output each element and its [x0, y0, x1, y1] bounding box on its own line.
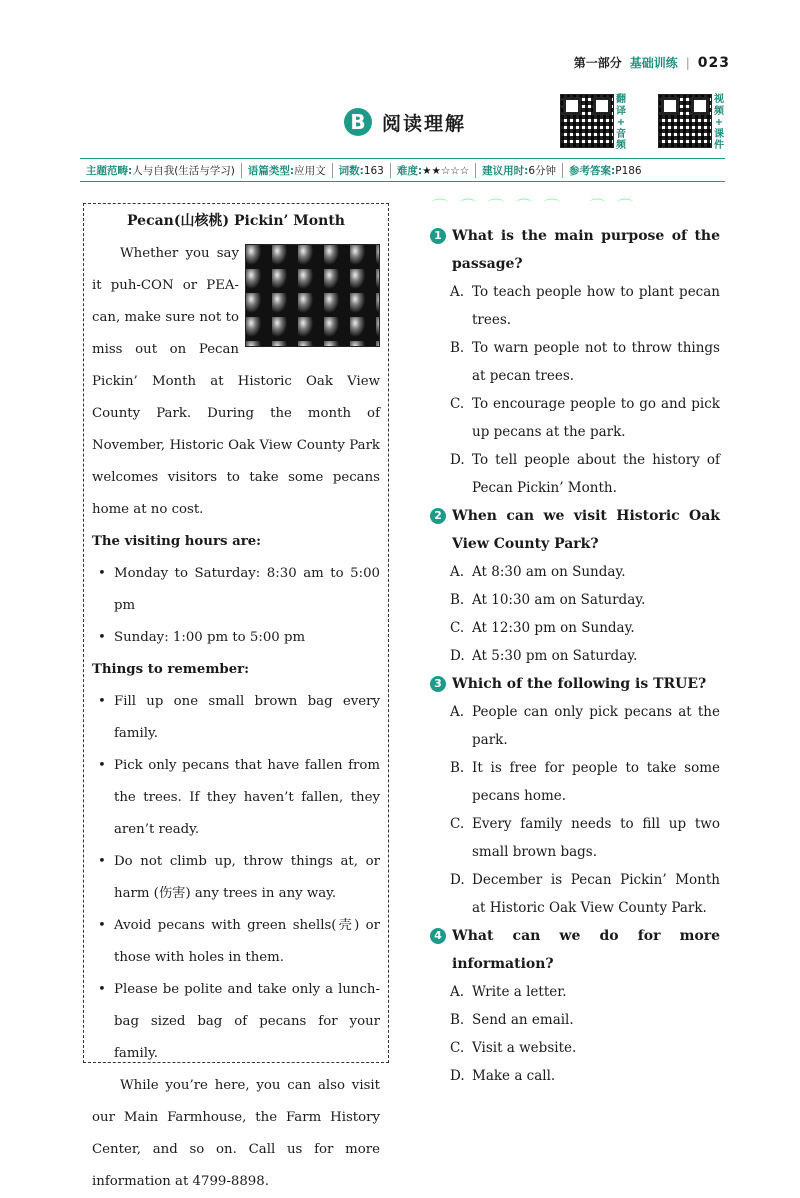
list-item: • Pick only pecans that have fallen from the trees. If they haven’t fallen, they aren’t ready. — [114, 750, 380, 846]
question-stem: What is the main purpose of the passage? — [452, 228, 720, 272]
info-theme: 主题范畴:人与自我(生活与学习) — [80, 163, 242, 178]
question-number: 1 — [430, 228, 446, 244]
question-number: 2 — [430, 508, 446, 524]
option-b[interactable]: B. Send an email. — [450, 1012, 574, 1028]
option-a[interactable]: A. To teach people how to plant pecan trees. — [450, 284, 720, 328]
page-number: 023 — [697, 54, 730, 71]
hours-heading: The visiting hours are: — [92, 534, 262, 549]
decorative-arcs: ⌒⌒⌒⌒⌒ ⌒⌒ — [432, 197, 646, 216]
option-a[interactable]: A. People can only pick pecans at the park. — [450, 704, 720, 748]
passage-title: Pecan(山核桃) Pickin’ Month — [127, 213, 345, 229]
header-separator: | — [685, 55, 690, 70]
info-time: 建议用时:6分钟 — [476, 163, 563, 178]
passage-closing: While you’re here, you can also visit our Main Farmhouse, the Farm History Center, and so on. Call us for more information at 4799-8898. — [92, 1078, 380, 1189]
section-title — [344, 108, 466, 136]
list-item: • Fill up one small brown bag every family. — [114, 686, 380, 750]
subsection-label: 基础训练 — [629, 56, 678, 70]
option-d[interactable]: D. At 5:30 pm on Saturday. — [450, 648, 638, 664]
option-a[interactable]: A. Write a letter. — [450, 984, 567, 1000]
info-word-count: 词数:163 — [333, 163, 391, 178]
option-d[interactable]: D. Make a call. — [450, 1068, 556, 1084]
info-genre: 语篇类型:应用文 — [242, 163, 333, 178]
info-answer-ref: 参考答案:P186 — [569, 164, 642, 177]
option-c[interactable]: C. At 12:30 pm on Sunday. — [450, 620, 635, 636]
option-b[interactable]: B. At 10:30 am on Saturday. — [450, 592, 646, 608]
list-item: • Do not climb up, throw things at, or harm (伤害) any trees in any way. — [114, 846, 380, 910]
list-item: • Avoid pecans with green shells(壳) or those with holes in them. — [114, 910, 380, 974]
question-4 — [430, 922, 720, 1090]
questions-column — [430, 222, 720, 1090]
option-b[interactable]: B. It is free for people to take some pecans home. — [450, 760, 720, 804]
question-number: 3 — [430, 676, 446, 692]
list-item: • Sunday: 1:00 pm to 5:00 pm — [114, 622, 380, 654]
question-stem: When can we visit Historic Oak View County Park? — [452, 508, 720, 552]
question-2 — [430, 502, 720, 670]
page-title: 阅读理解 — [382, 112, 467, 135]
reading-passage — [83, 203, 389, 1189]
section-badge: B — [344, 108, 372, 136]
passage-intro: Whether you say it puh-CON or PEA-can, make sure not to miss out on Pecan Pickin’ Month at Historic Oak View County Park. During the month of November, Historic Oak View County Park welcomes visitors to take some pecans home at no cost. — [92, 246, 380, 517]
section-label: 第一部分 — [573, 56, 622, 70]
question-1 — [430, 222, 720, 502]
qr-code-video-courseware[interactable] — [658, 94, 712, 148]
page-header — [574, 54, 730, 71]
pecans-photo — [245, 244, 380, 347]
qr-label-video-courseware: 视 频 + 课 件 — [714, 94, 724, 151]
question-3 — [430, 670, 720, 922]
option-c[interactable]: C. Every family needs to fill up two small brown bags. — [450, 816, 720, 860]
option-d[interactable]: D. To tell people about the history of Pecan Pickin’ Month. — [450, 452, 720, 496]
option-b[interactable]: B. To warn people not to throw things at pecan trees. — [450, 340, 720, 384]
question-number: 4 — [430, 928, 446, 944]
option-d[interactable]: D. December is Pecan Pickin’ Month at Historic Oak View County Park. — [450, 872, 720, 916]
qr-code-translation-audio[interactable] — [560, 94, 614, 148]
remember-heading: Things to remember: — [92, 662, 250, 677]
hours-list — [92, 558, 380, 654]
option-c[interactable]: C. To encourage people to go and pick up pecans at the park. — [450, 396, 720, 440]
option-c[interactable]: C. Visit a website. — [450, 1040, 577, 1056]
info-difficulty: 难度:★★☆☆☆ — [391, 163, 476, 178]
question-stem: Which of the following is TRUE? — [452, 676, 707, 692]
qr-label-translation-audio: 翻 译 + 音 频 — [616, 94, 626, 151]
remember-list — [92, 686, 380, 1070]
list-item: • Please be polite and take only a lunch-bag sized bag of pecans for your family. — [114, 974, 380, 1070]
info-bar — [80, 158, 725, 182]
option-a[interactable]: A. At 8:30 am on Sunday. — [450, 564, 626, 580]
list-item: • Monday to Saturday: 8:30 am to 5:00 pm — [114, 558, 380, 622]
question-stem: What can we do for more information? — [452, 928, 720, 972]
